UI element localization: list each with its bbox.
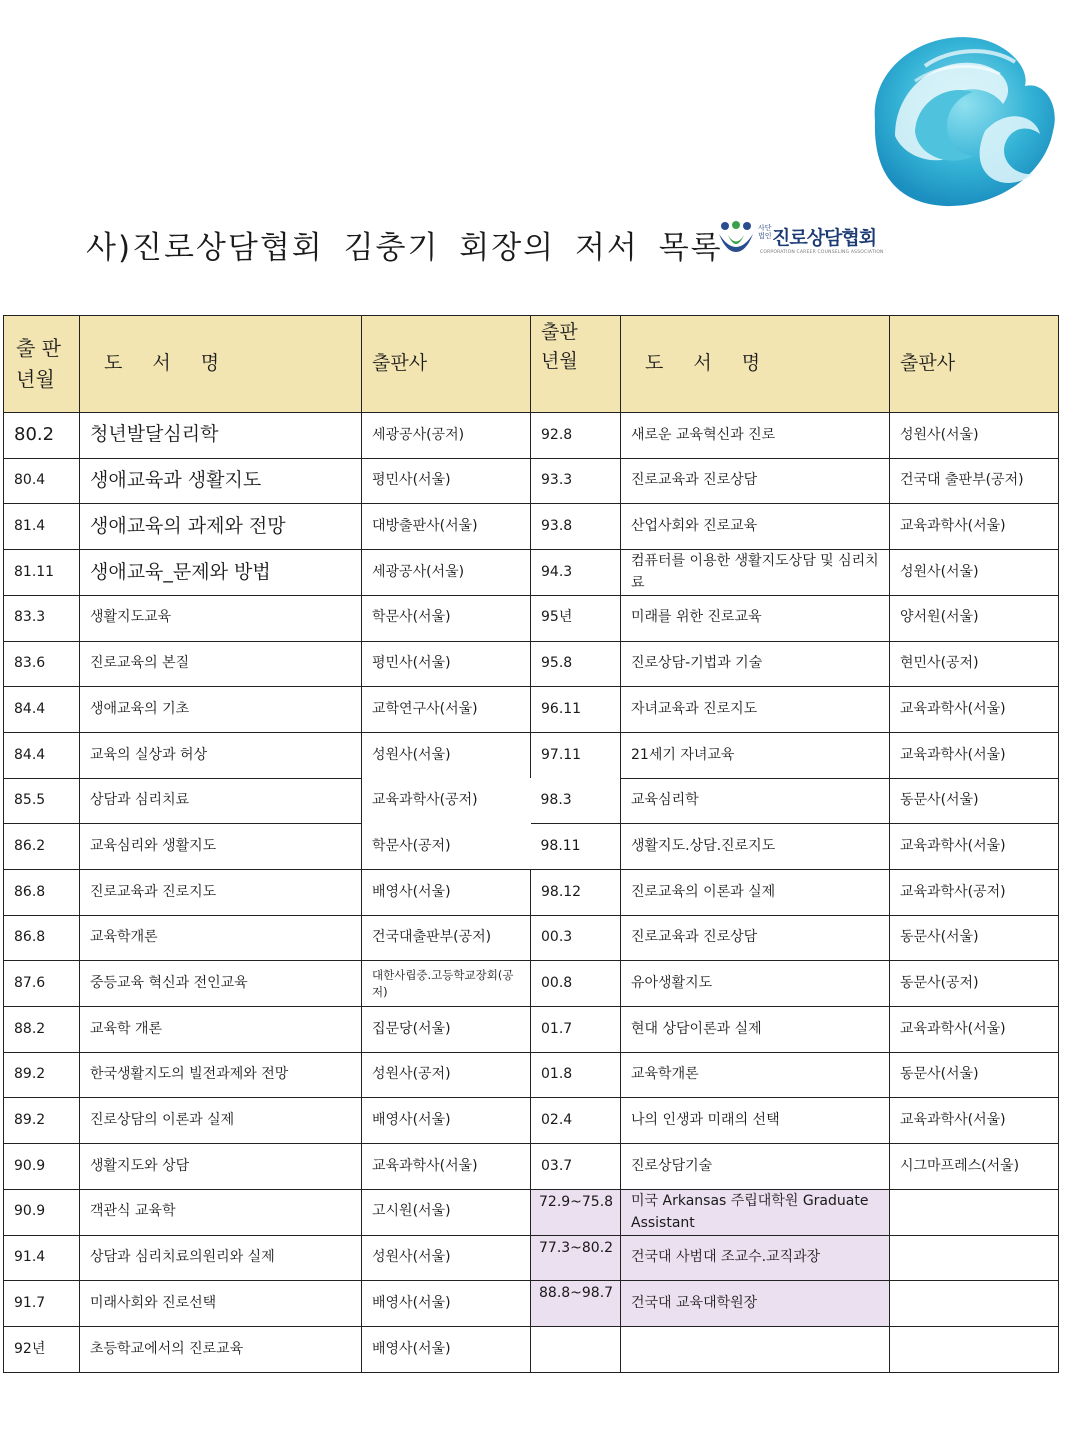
title-cell: 청년발달심리학 <box>80 413 362 459</box>
table-row <box>4 869 1059 915</box>
title-cell: 교육학개론 <box>80 915 362 961</box>
title-cell: 생활지도교육 <box>80 595 362 641</box>
header-title-left: 도 서 명 <box>80 316 362 413</box>
title-cell: 나의 인생과 미래의 선택 <box>621 1098 890 1144</box>
book-list-table <box>3 315 1059 1373</box>
publisher-cell: 배영사(서울) <box>362 1098 531 1144</box>
publisher-cell: 집문당(서울) <box>362 1007 531 1053</box>
date-cell: 84.4 <box>4 732 80 778</box>
date-cell: 86.8 <box>4 915 80 961</box>
title-cell: 교육심리와 생활지도 <box>80 824 362 870</box>
title-cell: 초등학교에서의 진로교육 <box>80 1326 362 1372</box>
date-cell: 01.8 <box>531 1052 621 1098</box>
table-row <box>4 1052 1059 1098</box>
title-cell: 진로교육의 본질 <box>80 641 362 687</box>
publisher-cell: 교육과학사(공저) <box>362 778 531 824</box>
logo-prefix: 사단 법인 <box>758 224 772 240</box>
table-row <box>4 550 1059 596</box>
publisher-cell: 교육과학사(서울) <box>890 824 1059 870</box>
publisher-cell: 성원사(서울) <box>890 413 1059 459</box>
empty-cell <box>890 1326 1059 1372</box>
title-cell: 교육학개론 <box>621 1052 890 1098</box>
date-cell: 83.6 <box>4 641 80 687</box>
date-cell: 86.8 <box>4 869 80 915</box>
date-cell: 89.2 <box>4 1098 80 1144</box>
header-publisher-right: 출판사 <box>890 316 1059 413</box>
career-position-cell: 건국대 교육대학원장 <box>621 1281 890 1327</box>
date-cell: 02.4 <box>531 1098 621 1144</box>
publisher-cell: 건국대 출판부(공저) <box>890 458 1059 504</box>
publisher-cell: 교학연구사(서울) <box>362 687 531 733</box>
table-row <box>4 778 1059 824</box>
title-cell: 진로교육과 진로상담 <box>621 915 890 961</box>
date-cell: 81.11 <box>4 550 80 596</box>
publisher-cell: 평민사(서울) <box>362 458 531 504</box>
date-cell: 93.8 <box>531 504 621 550</box>
publisher-cell: 성원사(공저) <box>362 1052 531 1098</box>
title-cell: 진로상담-기법과 기술 <box>621 641 890 687</box>
table-row <box>4 915 1059 961</box>
career-position-cell: 건국대 사범대 조교수.교직과장 <box>621 1235 890 1281</box>
date-cell: 81.4 <box>4 504 80 550</box>
title-cell: 새로운 교육혁신과 진로 <box>621 413 890 459</box>
date-cell: 85.5 <box>4 778 80 824</box>
date-cell: 83.3 <box>4 595 80 641</box>
date-cell: 80.2 <box>4 413 80 459</box>
wave-logo-icon <box>855 26 1061 212</box>
table-row <box>4 1007 1059 1053</box>
date-cell: 89.2 <box>4 1052 80 1098</box>
title-cell: 현대 상담이론과 실제 <box>621 1007 890 1053</box>
date-cell: 84.4 <box>4 687 80 733</box>
title-cell: 자녀교육과 진로지도 <box>621 687 890 733</box>
publisher-cell: 교육과학사(서울) <box>890 687 1059 733</box>
publisher-cell: 평민사(서울) <box>362 641 531 687</box>
date-cell: 92.8 <box>531 413 621 459</box>
table-row <box>4 1326 1059 1372</box>
table-row <box>4 458 1059 504</box>
table-row <box>4 824 1059 870</box>
publisher-cell: 건국대출판부(공저) <box>362 915 531 961</box>
date-cell: 93.3 <box>531 458 621 504</box>
title-cell: 21세기 자녀교육 <box>621 732 890 778</box>
table-row <box>4 504 1059 550</box>
publisher-cell: 세광공사(공저) <box>362 413 531 459</box>
publisher-cell: 교육과학사(서울) <box>890 732 1059 778</box>
title-cell: 생애교육의 기초 <box>80 687 362 733</box>
table-row <box>4 1235 1059 1281</box>
date-cell: 98.12 <box>531 869 621 915</box>
header-date-right: 출판 년월 <box>531 316 621 413</box>
title-cell: 산업사회와 진로교육 <box>621 504 890 550</box>
publisher-cell: 동문사(서울) <box>890 1052 1059 1098</box>
publisher-cell: 성원사(서울) <box>362 1235 531 1281</box>
date-cell: 96.11 <box>531 687 621 733</box>
date-cell: 90.9 <box>4 1144 80 1190</box>
publisher-cell: 배영사(서울) <box>362 1326 531 1372</box>
date-cell: 00.3 <box>531 915 621 961</box>
publisher-cell: 학문사(서울) <box>362 595 531 641</box>
publisher-cell: 성원사(서울) <box>890 550 1059 596</box>
page-title: 사)진로상담협회 김충기 회장의 저서 목록 <box>86 230 723 266</box>
title-cell: 미래사회와 진로선택 <box>80 1281 362 1327</box>
title-cell: 한국생활지도의 빌전과제와 전망 <box>80 1052 362 1098</box>
title-cell: 미래를 위한 진로교육 <box>621 595 890 641</box>
date-cell: 86.2 <box>4 824 80 870</box>
association-logo <box>716 220 886 260</box>
table-row <box>4 1281 1059 1327</box>
career-period-cell: 72.9~75.8 <box>531 1189 621 1235</box>
date-cell: 88.2 <box>4 1007 80 1053</box>
table-row <box>4 595 1059 641</box>
publisher-cell: 배영사(서울) <box>362 1281 531 1327</box>
date-cell: 03.7 <box>531 1144 621 1190</box>
title-cell: 진로교육과 진로상담 <box>621 458 890 504</box>
date-cell: 92년 <box>4 1326 80 1372</box>
table-row <box>4 1189 1059 1235</box>
table-row <box>4 732 1059 778</box>
empty-cell <box>890 1281 1059 1327</box>
table-row <box>4 413 1059 459</box>
table-row <box>4 961 1059 1007</box>
title-cell: 객관식 교육학 <box>80 1189 362 1235</box>
title-cell: 상담과 심리치료 <box>80 778 362 824</box>
empty-cell <box>890 1189 1059 1235</box>
date-cell: 97.11 <box>531 732 621 778</box>
table-row <box>4 1098 1059 1144</box>
title-cell: 교육의 실상과 허상 <box>80 732 362 778</box>
date-cell: 01.7 <box>531 1007 621 1053</box>
publisher-cell: 대한사립중.고등학교장회(공저) <box>362 961 531 1007</box>
publisher-cell: 대방출판사(서울) <box>362 504 531 550</box>
publisher-cell: 동문사(서울) <box>890 915 1059 961</box>
publisher-cell: 성원사(서울) <box>362 732 531 778</box>
title-cell: 생애교육과 생활지도 <box>80 458 362 504</box>
date-cell: 95년 <box>531 595 621 641</box>
empty-cell <box>890 1235 1059 1281</box>
title-cell: 진로상담의 이론과 실제 <box>80 1098 362 1144</box>
publisher-cell: 현민사(공저) <box>890 641 1059 687</box>
publisher-cell: 배영사(서울) <box>362 869 531 915</box>
publisher-cell: 세광공사(서울) <box>362 550 531 596</box>
date-cell: 00.8 <box>531 961 621 1007</box>
empty-cell <box>621 1326 890 1372</box>
publisher-cell: 시그마프레스(서울) <box>890 1144 1059 1190</box>
date-cell: 90.9 <box>4 1189 80 1235</box>
publisher-cell: 교육과학사(서울) <box>890 1098 1059 1144</box>
career-period-cell: 77.3~80.2 <box>531 1235 621 1281</box>
date-cell: 94.3 <box>531 550 621 596</box>
date-cell: 80.4 <box>4 458 80 504</box>
title-cell: 진로교육과 진로지도 <box>80 869 362 915</box>
date-cell: 91.7 <box>4 1281 80 1327</box>
career-position-cell: 미국 Arkansas 주립대학원 Graduate Assistant <box>621 1189 890 1235</box>
publisher-cell: 양서원(서울) <box>890 595 1059 641</box>
table-header-row <box>4 316 1059 413</box>
logo-name: 진로상담협회 <box>772 227 877 249</box>
header-publisher-left: 출판사 <box>362 316 531 413</box>
table-row <box>4 687 1059 733</box>
header-title-right: 도 서 명 <box>621 316 890 413</box>
date-cell: 98.11 <box>531 824 621 870</box>
title-cell: 생활지도와 상담 <box>80 1144 362 1190</box>
publisher-cell: 고시원(서울) <box>362 1189 531 1235</box>
date-cell: 98.3 <box>531 778 621 824</box>
table-row <box>4 641 1059 687</box>
career-period-cell: 88.8~98.7 <box>531 1281 621 1327</box>
publisher-cell: 교육과학사(서울) <box>890 504 1059 550</box>
date-cell: 91.4 <box>4 1235 80 1281</box>
title-cell: 생애교육의 과제와 전망 <box>80 504 362 550</box>
date-cell: 87.6 <box>4 961 80 1007</box>
publisher-cell: 학문사(공저) <box>362 824 531 870</box>
publisher-cell: 교육과학사(서울) <box>362 1144 531 1190</box>
table-row <box>4 1144 1059 1190</box>
publisher-cell: 교육과학사(공저) <box>890 869 1059 915</box>
header-date-left: 출 판 년월 <box>4 316 80 413</box>
title-cell: 컴퓨터를 이용한 생활지도상담 및 심리치료 <box>621 550 890 596</box>
people-emblem-icon <box>716 220 756 256</box>
title-cell: 진로교육의 이론과 실제 <box>621 869 890 915</box>
title-cell: 진로상담기술 <box>621 1144 890 1190</box>
date-cell: 95.8 <box>531 641 621 687</box>
empty-cell <box>531 1326 621 1372</box>
publisher-cell: 교육과학사(서울) <box>890 1007 1059 1053</box>
publisher-cell: 동문사(서울) <box>890 778 1059 824</box>
publisher-cell: 동문사(공저) <box>890 961 1059 1007</box>
title-cell: 교육학 개론 <box>80 1007 362 1053</box>
logo-subtitle: CORPORATION CAREER COUNSELING ASSOCIATION <box>760 250 884 255</box>
title-cell: 상담과 심리치료의원리와 실제 <box>80 1235 362 1281</box>
title-cell: 교육심리학 <box>621 778 890 824</box>
title-cell: 유아생활지도 <box>621 961 890 1007</box>
title-cell: 생활지도.상담.진로지도 <box>621 824 890 870</box>
title-cell: 생애교육_문제와 방법 <box>80 550 362 596</box>
title-cell: 중등교육 혁신과 전인교육 <box>80 961 362 1007</box>
